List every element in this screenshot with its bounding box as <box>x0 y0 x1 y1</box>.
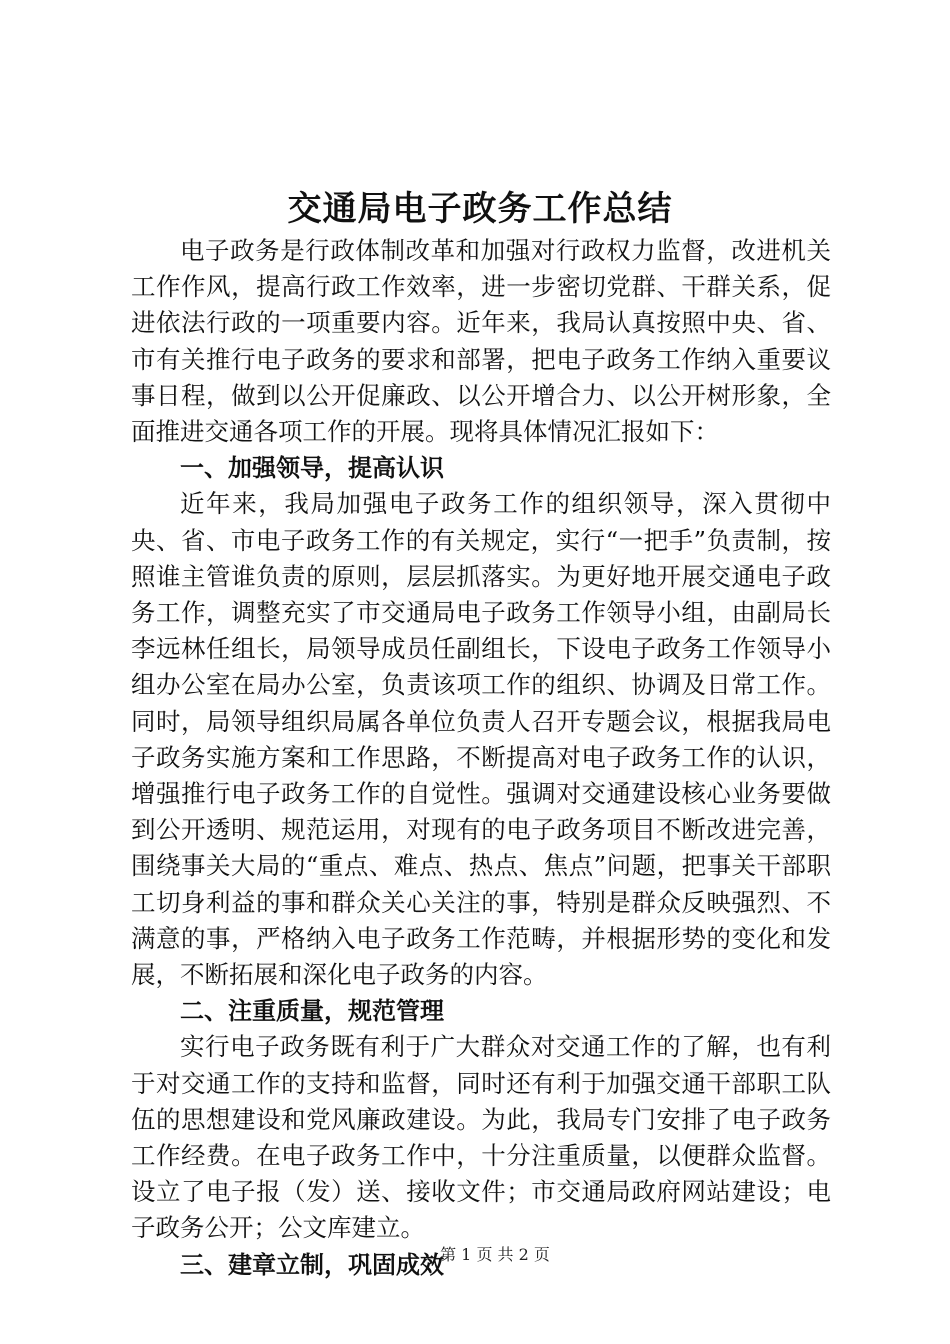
section-paragraph-2: 实行电子政务既有利于广大群众对交通工作的了解，也有利于对交通工作的支持和监督，同时还有利于加强交通干部职工队伍的思想建设和党风廉政建设。为此，我局专门安排了电子政务工作经费。在电子政务工作中，十分注重质量，以便群众监督。设立了电子报（发）送、接收文件；市交通局政府网站建设；电子政务公开；公文库建立。 <box>131 1032 831 1243</box>
intro-paragraph: 电子政务是行政体制改革和加强对行政权力监督，改进机关工作作风，提高行政工作效率，进一步密切党群、干群关系，促进依法行政的一项重要内容。近年来，我局认真按照中央、省、市有关推行电子政务的要求和部署，把电子政务工作纳入重要议事日程，做到以公开促廉政、以公开增合力、以公开树形象，全面推进交通各项工作的开展。现将具体情况汇报如下： <box>131 236 831 447</box>
section-heading-3: 三、建章立制，巩固成效 <box>180 1250 444 1279</box>
section-heading-2: 二、注重质量，规范管理 <box>180 997 444 1026</box>
section-paragraph-1: 近年来，我局加强电子政务工作的组织领导，深入贯彻中央、省、市电子政务工作的有关规定，实行“一把手”负责制，按照谁主管谁负责的原则，层层抓落实。为更好地开展交通电子政务工作，调整充实了市交通局电子政务工作领导小组，由副局长李远林任组长，局领导成员任副组长，下设电子政务工作领导小组办公室在局办公室，负责该项工作的组织、协调及日常工作。同时，局领导组织局属各单位负责人召开专题会议，根据我局电子政务实施方案和工作思路，不断提高对电子政务工作的认识，增强推行电子政务工作的自觉性。强调对交通建设核心业务要做到公开透明、规范运用，对现有的电子政务项目不断改进完善，围绕事关大局的“重点、难点、热点、焦点”问题，把事关干部职工切身利益的事和群众关心关注的事，特别是群众反映强烈、不满意的事，严格纳入电子政务工作范畴，并根据形势的变化和发展，不断拓展和深化电子政务的内容。 <box>131 489 831 990</box>
page-number-footer: 第 1 页 共 2 页 <box>440 1245 550 1264</box>
section-heading-1: 一、加强领导，提高认识 <box>180 454 444 483</box>
document-title: 交通局电子政务工作总结 <box>287 189 673 229</box>
document-body <box>131 233 831 1283</box>
